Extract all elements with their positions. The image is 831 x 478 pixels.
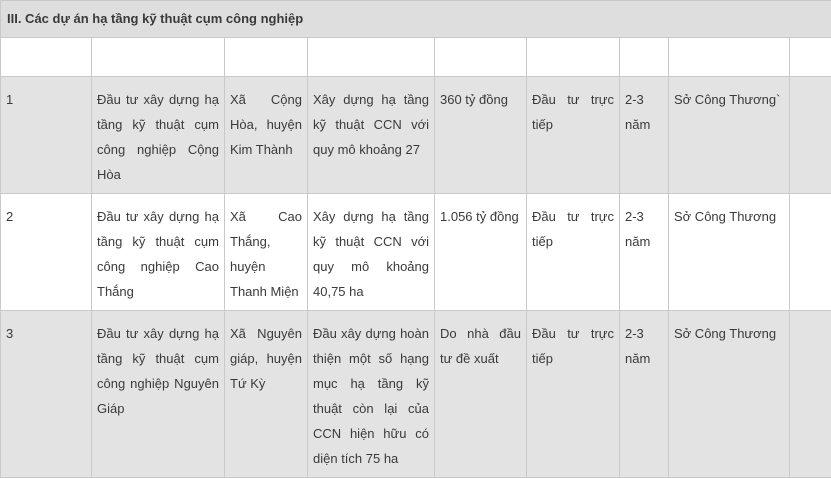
empty-cell [308,38,435,77]
cell-capital: Do nhà đầu tư đề xuất [435,311,527,478]
empty-cell [790,194,831,311]
cell-agency: Sở Công Thương [669,194,790,311]
cell-agency: Sở Công Thương [669,311,790,478]
cell-capital: 1.056 tỷ đồng [435,194,527,311]
cell-investment-form: Đầu tư trực tiếp [527,77,620,194]
cell-stt: 3 [1,311,92,478]
cell-duration: 2-3 năm [620,77,669,194]
cell-location: Xã Nguyên giáp, huyện Tứ Kỳ [225,311,308,478]
cell-stt: 1 [1,77,92,194]
blank-header-row [1,38,831,77]
cell-investment-form: Đầu tư trực tiếp [527,194,620,311]
empty-cell [92,38,225,77]
section-title: III. Các dự án hạ tầng kỹ thuật cụm công nghiệp [1,1,831,38]
cell-capital: 360 tỷ đồng [435,77,527,194]
empty-cell [225,38,308,77]
table-row [1,194,831,311]
table-row [1,77,831,194]
cell-stt: 2 [1,194,92,311]
empty-cell [1,38,92,77]
cell-agency: Sở Công Thương` [669,77,790,194]
cell-scope: Xây dựng hạ tầng kỹ thuật CCN với quy mô khoảng 27 [308,77,435,194]
empty-cell [790,77,831,194]
empty-cell [669,38,790,77]
cell-location: Xã Cao Thắng, huyện Thanh Miện [225,194,308,311]
empty-cell [527,38,620,77]
cell-project-name: Đầu tư xây dựng hạ tầng kỹ thuật cụm công nghiệp Cộng Hòa [92,77,225,194]
empty-cell [620,38,669,77]
empty-cell [790,38,831,77]
cell-investment-form: Đầu tư trực tiếp [527,311,620,478]
table-row [1,311,831,478]
cell-scope: Đầu xây dựng hoàn thiện một số hạng mục hạ tầng kỹ thuật còn lại của CCN hiện hữu có diện tích 75 ha [308,311,435,478]
cell-scope: Xây dựng hạ tầng kỹ thuật CCN với quy mô khoảng 40,75 ha [308,194,435,311]
empty-cell [435,38,527,77]
section-header-row [1,1,831,38]
cell-duration: 2-3 năm [620,311,669,478]
cell-project-name: Đầu tư xây dựng hạ tầng kỹ thuật cụm công nghiệp Nguyên Giáp [92,311,225,478]
cell-project-name: Đầu tư xây dựng hạ tầng kỹ thuật cụm công nghiệp Cao Thắng [92,194,225,311]
cell-location: Xã Cộng Hòa, huyện Kim Thành [225,77,308,194]
empty-cell [790,311,831,478]
cell-duration: 2-3 năm [620,194,669,311]
